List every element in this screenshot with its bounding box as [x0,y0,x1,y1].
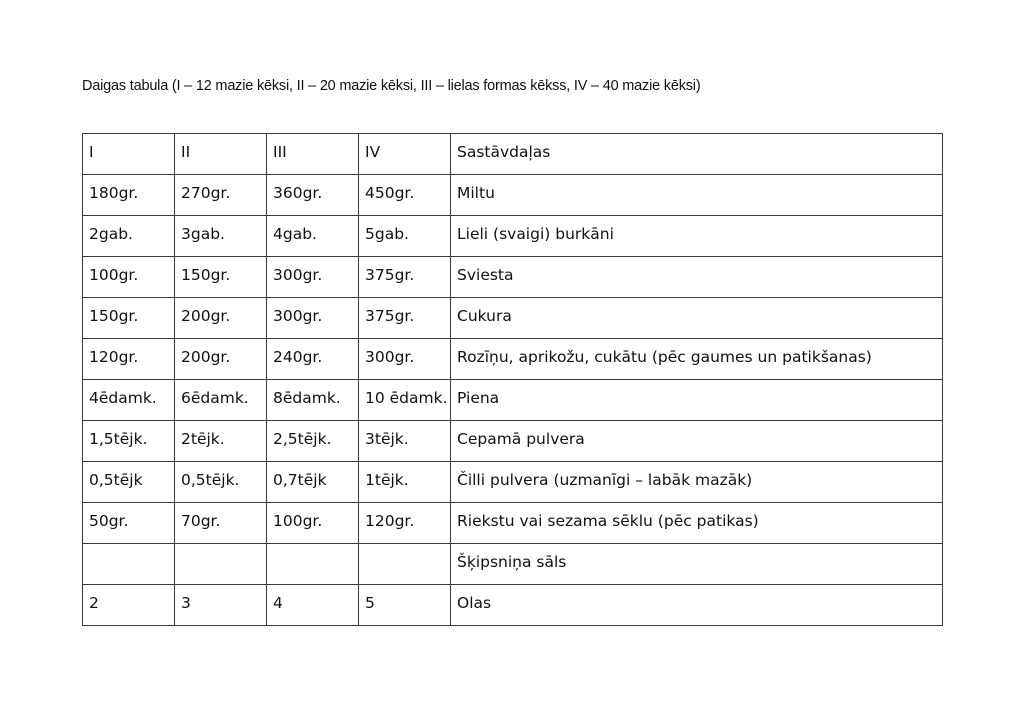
table-header-row [83,134,943,175]
quantity-cell: 2tējk. [175,421,267,462]
quantity-cell: 0,5tējk. [175,462,267,503]
quantity-cell: 0,5tējk [83,462,175,503]
quantity-cell: 5 [359,585,451,626]
quantity-cell: 2 [83,585,175,626]
ingredient-cell: Piena [451,380,943,421]
quantity-cell: 150gr. [83,298,175,339]
quantity-cell: 3tējk. [359,421,451,462]
ingredient-cell: Miltu [451,175,943,216]
quantity-cell: 70gr. [175,503,267,544]
quantity-cell: 300gr. [267,257,359,298]
quantity-cell [175,544,267,585]
table-row [83,544,943,585]
quantity-cell: 120gr. [359,503,451,544]
quantity-cell: 5gab. [359,216,451,257]
quantity-cell: 1,5tējk. [83,421,175,462]
ingredient-cell: Cukura [451,298,943,339]
ingredient-cell: Riekstu vai sezama sēklu (pēc patikas) [451,503,943,544]
quantity-cell: 360gr. [267,175,359,216]
ingredient-cell: Čilli pulvera (uzmanīgi – labāk mazāk) [451,462,943,503]
quantity-cell: 2,5tējk. [267,421,359,462]
ingredient-cell: Lieli (svaigi) burkāni [451,216,943,257]
table-row [83,585,943,626]
table-row [83,175,943,216]
quantity-cell: IV [359,134,451,175]
table-row [83,216,943,257]
table-row [83,380,943,421]
table-row [83,257,943,298]
quantity-cell: 10 ēdamk. [359,380,451,421]
table-row [83,298,943,339]
ingredient-cell: Sastāvdaļas [451,134,943,175]
quantity-cell: 3gab. [175,216,267,257]
quantity-cell: 50gr. [83,503,175,544]
ingredient-cell: Olas [451,585,943,626]
quantity-cell: 375gr. [359,298,451,339]
quantity-cell: 180gr. [83,175,175,216]
quantity-cell: 240gr. [267,339,359,380]
quantity-cell: 100gr. [267,503,359,544]
ingredient-cell: Cepamā pulvera [451,421,943,462]
dough-table [82,133,943,626]
quantity-cell: III [267,134,359,175]
quantity-cell: 200gr. [175,298,267,339]
quantity-cell: 300gr. [267,298,359,339]
quantity-cell: 375gr. [359,257,451,298]
table-row [83,421,943,462]
quantity-cell: 4 [267,585,359,626]
quantity-cell: I [83,134,175,175]
table-caption: Daigas tabula (I – 12 mazie kēksi, II – 20 mazie kēksi, III – lielas formas kēkss, IV – 40 mazie kēksi) [82,78,701,94]
quantity-cell: 2gab. [83,216,175,257]
ingredient-cell: Sviesta [451,257,943,298]
table-row [83,339,943,380]
dough-table-body [83,134,943,626]
quantity-cell: 6ēdamk. [175,380,267,421]
quantity-cell: 4gab. [267,216,359,257]
ingredient-cell: Šķipsniņa sāls [451,544,943,585]
quantity-cell [267,544,359,585]
quantity-cell: 3 [175,585,267,626]
quantity-cell: 120gr. [83,339,175,380]
quantity-cell: 300gr. [359,339,451,380]
quantity-cell [359,544,451,585]
quantity-cell: 450gr. [359,175,451,216]
table-row [83,503,943,544]
quantity-cell: 8ēdamk. [267,380,359,421]
quantity-cell: 0,7tējk [267,462,359,503]
quantity-cell: 150gr. [175,257,267,298]
quantity-cell: 100gr. [83,257,175,298]
quantity-cell [83,544,175,585]
quantity-cell: 200gr. [175,339,267,380]
table-row [83,462,943,503]
ingredient-cell: Rozīņu, aprikožu, cukātu (pēc gaumes un patikšanas) [451,339,943,380]
quantity-cell: 1tējk. [359,462,451,503]
quantity-cell: 4ēdamk. [83,380,175,421]
quantity-cell: II [175,134,267,175]
quantity-cell: 270gr. [175,175,267,216]
